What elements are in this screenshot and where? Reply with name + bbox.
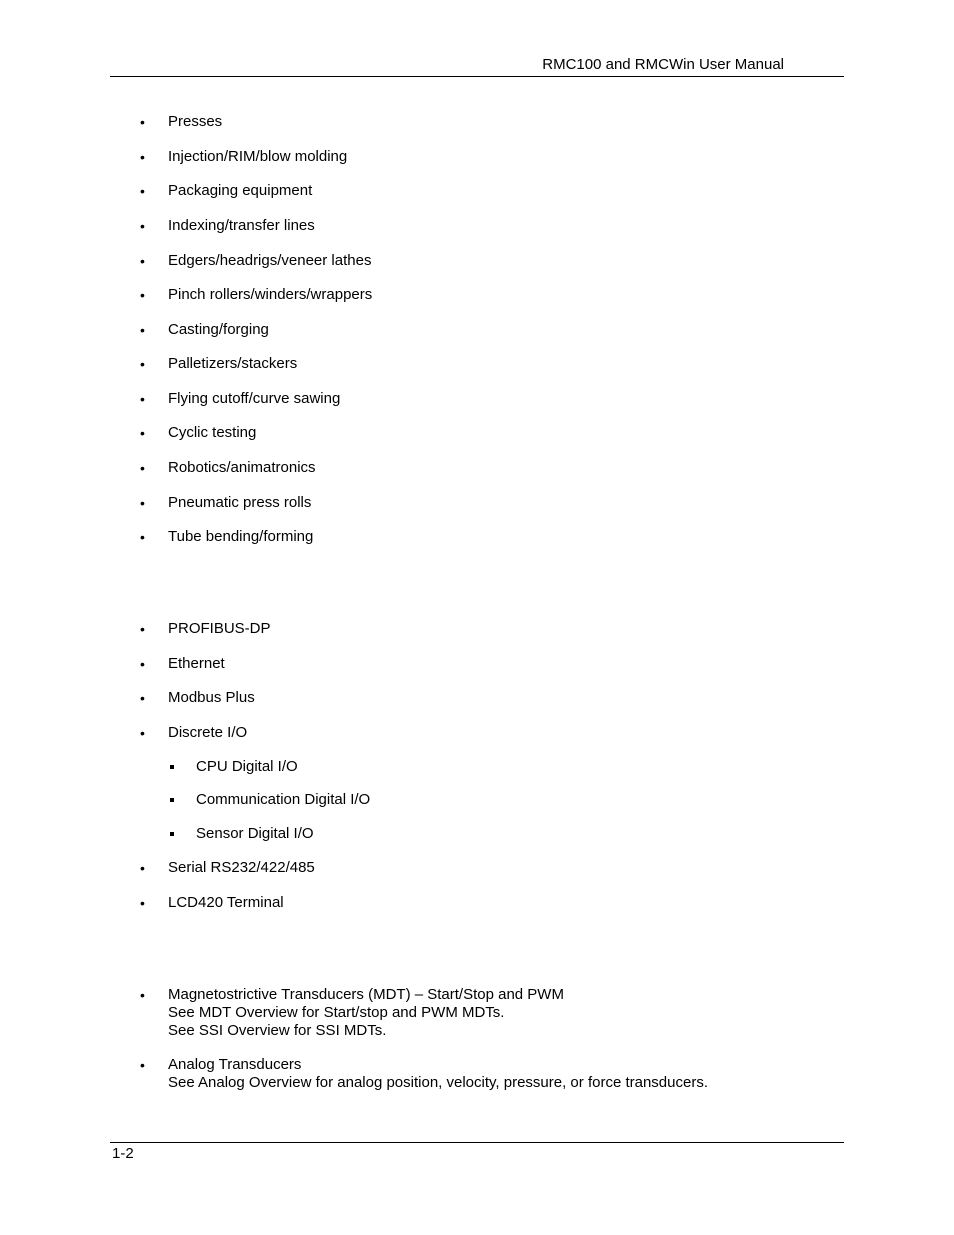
bullet-icon: • [140, 495, 145, 511]
bullet-icon: • [140, 253, 145, 269]
bullet-icon: • [140, 895, 145, 911]
ssi-overview-reference: See SSI Overview for SSI MDTs. [168, 1022, 387, 1039]
list-item: • Presses [140, 113, 223, 130]
list-item-mdt [140, 986, 564, 1040]
bullet-icon: • [140, 987, 145, 1003]
list-item-analog [140, 1056, 708, 1092]
list-item: • Flying cutoff/curve sawing [140, 390, 341, 407]
list-item: • Casting/forging [140, 321, 269, 338]
list-item: • LCD420 Terminal [140, 894, 284, 911]
list-item: • Tube bending/forming [140, 528, 314, 545]
sub-list-item: Communication Digital I/O [196, 791, 370, 809]
bullet-icon: • [140, 183, 145, 199]
square-bullet-icon [170, 798, 174, 802]
list-item: • Serial RS232/422/485 [140, 859, 315, 876]
list-item: • PROFIBUS-DP [140, 620, 271, 637]
bullet-icon: • [140, 860, 145, 876]
bullet-icon: • [140, 690, 145, 706]
square-bullet-icon [170, 832, 174, 836]
footer-rule [110, 1142, 844, 1143]
sub-list-item: Sensor Digital I/O [196, 825, 314, 843]
manual-title: RMC100 and RMCWin User Manual [542, 56, 784, 73]
bullet-icon: • [140, 322, 145, 338]
bullet-icon: • [140, 529, 145, 545]
list-item: • Indexing/transfer lines [140, 217, 315, 234]
list-item: • Robotics/animatronics [140, 459, 316, 476]
list-item: • Pneumatic press rolls [140, 494, 312, 511]
header-rule [110, 76, 844, 77]
list-item: • Injection/RIM/blow molding [140, 148, 348, 165]
sub-list-item: CPU Digital I/O [196, 758, 298, 776]
bullet-icon: • [140, 356, 145, 372]
mdt-overview-reference: See MDT Overview for Start/stop and PWM MDTs. [168, 1004, 505, 1021]
bullet-icon: • [140, 460, 145, 476]
bullet-icon: • [140, 114, 145, 130]
bullet-icon: • [140, 425, 145, 441]
list-item: • Edgers/headrigs/veneer lathes [140, 252, 372, 269]
bullet-icon: • [140, 287, 145, 303]
square-bullet-icon [170, 765, 174, 769]
list-item: • Pinch rollers/winders/wrappers [140, 286, 373, 303]
list-item: • Modbus Plus [140, 689, 255, 706]
mdt-title: Magnetostrictive Transducers (MDT) – Start/Stop and PWM [168, 986, 564, 1003]
list-item: • Discrete I/O [140, 724, 248, 741]
bullet-icon: • [140, 621, 145, 637]
list-item: • Ethernet [140, 655, 225, 672]
bullet-icon: • [140, 1057, 145, 1073]
bullet-icon: • [140, 391, 145, 407]
bullet-icon: • [140, 656, 145, 672]
bullet-icon: • [140, 725, 145, 741]
analog-overview-reference: See Analog Overview for analog position, velocity, pressure, or force transducers. [168, 1074, 708, 1091]
list-item: • Cyclic testing [140, 424, 257, 441]
list-item: • Palletizers/stackers [140, 355, 298, 372]
list-item: • Packaging equipment [140, 182, 313, 199]
bullet-icon: • [140, 149, 145, 165]
analog-title: Analog Transducers [168, 1056, 302, 1073]
bullet-icon: • [140, 218, 145, 234]
page-number: 1-2 [112, 1145, 134, 1162]
